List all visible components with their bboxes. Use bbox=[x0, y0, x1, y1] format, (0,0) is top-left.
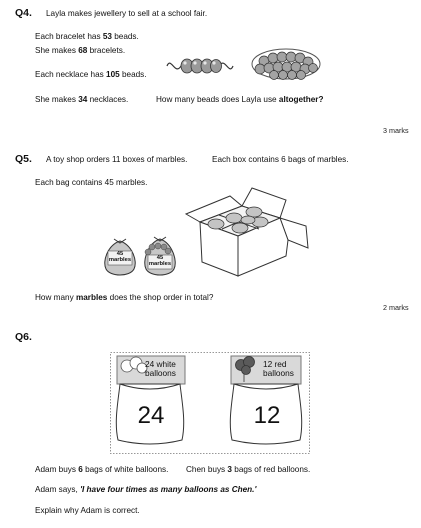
q4-marks: 3 marks bbox=[383, 126, 409, 135]
q4-question: How many beads does Layla use altogether? bbox=[156, 95, 324, 104]
q5-intro: A toy shop orders 11 boxes of marbles. bbox=[46, 155, 188, 164]
bag-label-2: 45 marbles bbox=[148, 255, 172, 267]
q4-intro: Layla makes jewellery to sell at a school fair. bbox=[46, 9, 208, 18]
white-bag-tag: 24 white balloons bbox=[145, 359, 176, 378]
q6-line-1: Adam buys 6 bags of white balloons. bbox=[35, 465, 169, 474]
white-bag-number: 24 bbox=[137, 402, 165, 429]
marble-box-image bbox=[182, 186, 312, 282]
q4-necklaces-made: She makes 34 necklaces. bbox=[35, 95, 129, 104]
q4-necklace-beads: Each necklace has 105 beads. bbox=[35, 70, 147, 79]
q5-number: Q5. bbox=[15, 153, 32, 165]
q5-marks: 2 marks bbox=[383, 303, 409, 312]
q5-question: How many marbles does the shop order in total? bbox=[35, 293, 214, 302]
q6-line-1b: Chen buys 3 bags of red balloons. bbox=[186, 465, 311, 474]
bag-label-1: 45 marbles bbox=[108, 251, 132, 263]
q5-intro-2: Each box contains 6 bags of marbles. bbox=[212, 155, 349, 164]
red-bag-tag: 12 red balloons bbox=[263, 359, 294, 378]
red-bag-number: 12 bbox=[253, 402, 281, 429]
q4-bracelet-beads: Each bracelet has 53 beads. bbox=[35, 32, 139, 41]
q5-bag-line: Each bag contains 45 marbles. bbox=[35, 178, 148, 187]
q6-explain: Explain why Adam is correct. bbox=[35, 506, 140, 515]
q4-number: Q4. bbox=[15, 7, 32, 19]
bead-pile-image bbox=[250, 46, 322, 82]
q6-number: Q6. bbox=[15, 331, 32, 343]
q6-quote: Adam says, 'I have four times as many balloons as Chen.' bbox=[35, 485, 257, 494]
q4-bracelets-made: She makes 68 bracelets. bbox=[35, 46, 126, 55]
bead-string-image bbox=[165, 52, 235, 80]
